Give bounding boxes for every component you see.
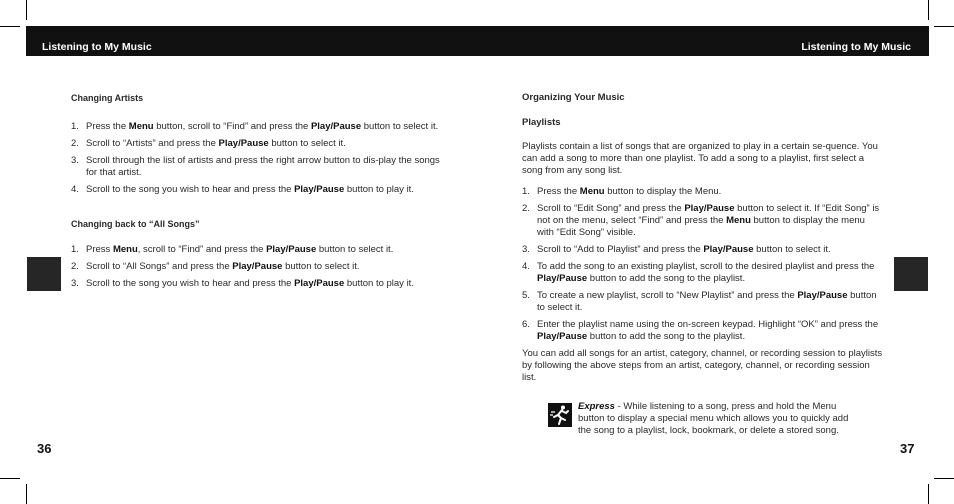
list-item: 2. Scroll to “Edit Song” and press the Play/Pause button to select it. If “Edit Song” is not on the menu, select “Find” and press the Menu button to display the menu with “Edit Song” visible. <box>522 203 880 238</box>
crop-mark <box>0 478 20 479</box>
header-title-right: Listening to My Music <box>801 41 911 53</box>
crop-mark <box>934 26 954 27</box>
outro-paragraph: You can add all songs for an artist, category, channel, or recording session to playlists by following the above steps from an artist, category, channel, or recording session list. <box>522 348 883 383</box>
list-item: 1. Press Menu, scroll to “Find” and press the Play/Pause button to select it. <box>71 244 394 255</box>
list-item: 6. Enter the playlist name using the on-screen keypad. Highlight “OK” and press the Play/Pause button to add the song to the playlist. <box>522 319 879 342</box>
list-item: 4. To add the song to an existing playlist, scroll to the desired playlist and press the Play/Pause button to add the song to the playlist. <box>522 261 875 284</box>
page-number-right: 37 <box>900 441 915 456</box>
intro-paragraph: Playlists contain a list of songs that are organized to play in a certain se-quence. You can add a song to more than one playlist. To add a song to a playlist, first select a song from any song list. <box>522 141 878 176</box>
right-column <box>522 92 884 384</box>
express-runner-icon <box>548 403 572 427</box>
list-item: 1. Press the Menu button to display the Menu. <box>522 186 722 197</box>
list-item: 5. To create a new playlist, scroll to “New Playlist” and press the Play/Pause button to select it. <box>522 290 877 313</box>
list-item: 4. Scroll to the song you wish to hear and press the Play/Pause button to play it. <box>71 184 414 195</box>
list-item: 3. Scroll to “Add to Playlist” and press the Play/Pause button to select it. <box>522 244 831 255</box>
header-title-left: Listening to My Music <box>42 41 152 53</box>
header-bar <box>26 26 929 56</box>
express-tip <box>548 401 858 437</box>
thumb-tab-right <box>894 257 928 291</box>
crop-mark <box>0 26 20 27</box>
crop-mark <box>26 0 27 20</box>
page-number-left: 36 <box>37 441 52 456</box>
section-heading: Organizing Your Music <box>522 92 625 103</box>
list-item: 1. Press the Menu button, scroll to “Find” and press the Play/Pause button to select it. <box>71 121 439 132</box>
list-item: 2. Scroll to “Artists” and press the Play/Pause button to select it. <box>71 138 346 149</box>
instruction-list <box>522 186 884 343</box>
left-column <box>71 92 441 295</box>
section-heading: Changing Artists <box>71 93 144 103</box>
crop-mark <box>934 478 954 479</box>
express-title: Express <box>578 401 615 412</box>
express-body: - While listening to a song, press and hold the Menu button to display a special menu which allows you to quickly add the song to a playlist, lock, bookmark, or delete a stored song. <box>578 401 849 436</box>
list-item: 3. Scroll through the list of artists and press the right arrow button to dis-play the songs for that artist. <box>71 155 440 178</box>
instruction-list <box>71 244 441 290</box>
list-item: 3. Scroll to the song you wish to hear and press the Play/Pause button to play it. <box>71 278 414 289</box>
list-item: 2. Scroll to “All Songs” and press the Play/Pause button to select it. <box>71 261 360 272</box>
section-subheading: Playlists <box>522 117 561 128</box>
crop-mark <box>928 484 929 504</box>
thumb-tab-left <box>27 257 61 291</box>
crop-mark <box>26 484 27 504</box>
crop-mark <box>928 0 929 20</box>
section-heading: Changing back to “All Songs” <box>71 219 200 229</box>
instruction-list <box>71 121 441 196</box>
express-text <box>578 401 858 437</box>
